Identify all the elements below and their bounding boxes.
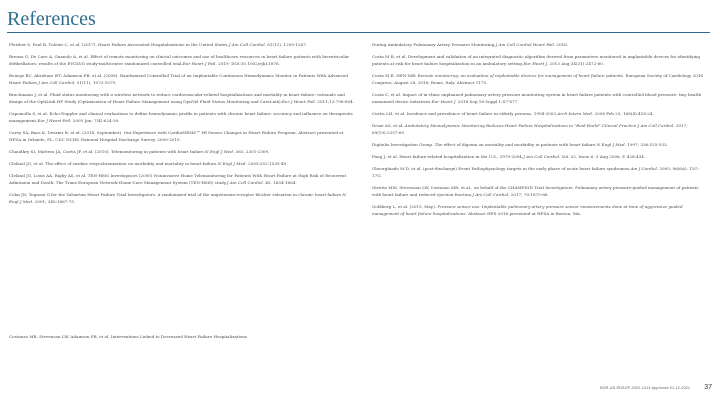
reference-authors: Goldberg L, et al. (2015, May). (372, 204, 437, 210)
reference-authors: Bourge RC, Abraham WT, Adamson PB, et al. (2008). Randomized Controlled Trial of an Implantable Continuous Hemodynamic Monitor in Patients With Advanced Heart Failure. (9, 73, 348, 85)
reference-citation: 2001; 345:1667-75. (33, 199, 76, 205)
reference-entry (9, 173, 354, 187)
reference-citation: 2013 Aug;34(31):2472-80. (548, 61, 605, 66)
reference-journal: J Am Coll Cardiol Heart Fail. (495, 42, 556, 47)
reference-entry (9, 54, 354, 68)
reference-journal: Eur Heart J. (431, 99, 457, 104)
reference-authors: Digitalis Investigation Group. The effect of digoxin on mortality and morbidity in patients with heart failure. (372, 142, 597, 148)
reference-entry (372, 92, 707, 106)
reference-citation: Abstract HFS-2016 presented at HFSA in Boston, MA. (466, 211, 582, 217)
reference-journal: J Am Coll Cardiol (228, 42, 265, 47)
reference-journal: J Am Coll Cardiol. (523, 154, 561, 160)
reference-citation: 2005;352:1539-49. (246, 161, 288, 167)
title-divider (7, 32, 710, 33)
reference-journal: J Am Coll Cardiol (38, 80, 75, 85)
reference-citation: 2008 Feb 25; 168(4):418-24. (593, 111, 654, 117)
reference-citation: 1997; 336:525-533. (625, 142, 668, 148)
reference-citation: 2011;13:796-804. (316, 99, 354, 104)
reference-authors: Fleisher S, Paul B, Tuleier C, et al. (2017). Heart Failure Associated Hospitalizations in the United States. (9, 42, 229, 47)
reference-citation: European Society of Cardiology 2016 Congress; August 28, 2016; Rome, Italy. Abstract 1175. (372, 73, 704, 85)
reference-citation: 2016. (555, 42, 569, 47)
reference-authors: Costa C, et al. Impact of in-clinic unplanned pulmonary artery pressure monitoring system in heart failure patients with controlled blood pressure: tiny health unmanned device initiatives. (372, 92, 702, 104)
reference-entry (372, 42, 707, 49)
reference-entry (372, 73, 707, 87)
reference-citation: 2005; 96(6A): 11G - 17G. (372, 166, 701, 179)
reference-journal: J Am Coll Cardiol. (637, 123, 675, 129)
footer-code: NOR-US-EDSOP-2020-1014 Approved 01-12-2021 (599, 386, 691, 390)
reference-citation: , 51(11), 1073-1079. (74, 80, 117, 85)
reference-entry (372, 54, 707, 68)
reference-citation: Vol. 52, Issue 6, 5 Aug 2008, P. 428-434. (560, 154, 646, 160)
reference-citation: 2019; DOI:10.1002/ejhf.1876. (216, 61, 280, 66)
reference-citation: 45, 1654-1664. (264, 180, 297, 186)
reference-authors: During Ambulatory Pulmonary Artery Pressure Monitoring. (372, 42, 496, 47)
reference-authors: Costa M R, et al. Development and validation of an integrated diagnostic algorithm derived from parameters monitored in implantable devices for identifying patients at risk for heart failure hospitalization in an ambulatory setting. (372, 54, 701, 66)
page-number: 37 (704, 384, 712, 391)
reference-journal: J Am Coll Cardiol. (472, 192, 510, 198)
reference-authors: Cohn JN, Tognoni G for the Valsartan Heart Failure Trial Investigators. A randomized trial of the angiotensin-receptor blocker valsartan in chronic heart failure. (9, 192, 343, 198)
reference-entry (372, 154, 707, 161)
reference-entry (9, 111, 354, 125)
reference-entry (372, 185, 707, 199)
reference-journal: N Engl J Med. (217, 161, 247, 167)
reference-entry (372, 166, 707, 180)
reference-citation: , 61(12), 1259-1267. (264, 42, 307, 47)
page-footer (600, 384, 712, 391)
reference-authors: Cleland JG, Louis AA, Rigby AS, et al. TEN-HMS Investigators (2005) Noninvasive Home Telemonitoring for Patients With Heart Failure at High Risk of Recurrent Admission and Death: The Trans-European Network-Home-Care Management System (TEN-HMS) study. (9, 173, 347, 186)
page-title: References (7, 8, 96, 30)
reference-authors: Desai AS, et al. (372, 123, 404, 129)
reference-authors: Costa M R. HEN-MB: (372, 73, 417, 79)
reference-entry (372, 123, 707, 137)
reference-entry (9, 130, 354, 144)
reference-journal: Am J Cardiol. (630, 166, 659, 172)
reference-entry (9, 42, 354, 49)
references-left-column (9, 42, 354, 211)
reference-authors: Chaudhry SI, Mattera JA, Curtis JP, et al. (2010). Telemonitoring in patients with heart failure. (9, 149, 205, 155)
reference-authors: Gheorghiade M D, et al. (post-discharge) Event Pathophysiology targets in the early phase of acute heart failure syndromes. (372, 166, 631, 172)
reference-title: Ambulatory Hemodynamic Monitoring Reduces Heart Failure Hospitalizations in "Real-World" Clinical Practice. (403, 123, 638, 129)
reference-journal: Eur J Heart Fail. (281, 99, 316, 104)
reference-entry (9, 161, 354, 168)
reference-entry (9, 92, 354, 106)
reference-journal: Arch Intern Med. (557, 111, 594, 117)
reference-entry (9, 149, 354, 156)
reference-journal: J Am Coll Cardiol. (226, 180, 265, 186)
reference-entry (9, 73, 354, 87)
reference-journal: Eur J Heart Fail. (37, 118, 72, 123)
reference-citation: 2017; 70:1875-86. (509, 192, 549, 198)
reference-entry (9, 334, 354, 341)
reference-authors: Carey SA, Bass K, Dearmr R, et al. (2018, September). Our Experience with CardioMEMS™ Hf Sensor Changes in Heart Failure Program. Abstract presented at HFSA in Orlando, FL. CDC NCHS National Hospital Discharge Survey, 2000-2010. (9, 130, 344, 142)
reference-citation: 2017; 69(19):2357-65. (372, 123, 688, 136)
reference-authors: Givertz MM, Stevenson LW, Costanzo MR, et al., on behalf of the CHAMPION Trial Investigators. Pulmonary artery pressure-guided management of patients with heart failure and reduced ejection fraction. (372, 185, 699, 198)
reference-citation: 2005 Jun; 7(4):624-30. (71, 118, 120, 123)
reference-entry (9, 192, 354, 206)
reference-entry (372, 204, 707, 218)
reference-entry (372, 142, 707, 149)
reference-authors: Curtis LH, et al. Incidence and prevalence of heart failure in elderly persons, 1994-2003. (372, 111, 558, 117)
reference-authors: Brachmann J, et al. Fluid status monitoring with a wireless network to reduce cardiovascular-related hospitalizations and mortality in heart failure: rationale and design of the OptiLink HF Study (Optimization of Heart Failure Management using OptiVol Fluid Status Monitoring and CareLink). (9, 92, 345, 104)
reference-text: Costanzo MR, Stevenson LW, Adamson PB, et al. Interventions Linked to Decreased Heart Failure Hospitalizations (9, 334, 247, 339)
reference-journal: N Engl J Med. (596, 142, 626, 148)
reference-journal: N Engl J Med. (9, 192, 346, 205)
reference-journal: Eur Heart J. (523, 61, 549, 66)
reference-authors: Fang J, et al. Heart failure-related hospitalization in the U.S., 1979-2004. (372, 154, 524, 160)
reference-title: Remote monitoring: an evaluation of implantable devices for management of heart failure patients. (416, 73, 625, 79)
reference-authors: Capomolla S, et al. Echo-Doppler and clinical evaluations to define hemodynamic profile in patients with chronic heart failure: accuracy and influence on therapeutic management. (9, 111, 353, 123)
references-right-column (372, 42, 707, 223)
reference-citation: 363, 2301-2309. (234, 149, 270, 155)
reference-authors: Brenza G, De Caro A, Guanolo A, et al. Effect of remote monitoring on clinical outcomes and use of healthcare resources in heart failure patients with biventricular defibrillators: results of the EVOLVO study-multicenter randomized controlled trial. (9, 54, 350, 66)
reference-journal: Eur Heart J Fail. (182, 61, 217, 66)
reference-citation: 2016 Sep;18 Suppl 1:S7-S77. (456, 99, 519, 104)
reference-title: Pressure sensor use: Implantable pulmonary artery pressure sensor measurements done at time of aggressive guided management of heart failure hospitalizations. (372, 204, 683, 217)
reference-journal: N Engl J Med. (204, 149, 235, 155)
reference-authors: Cleland JG, et al. The effect of cardiac resynchronization on morbidity and mortality in heart failure. (9, 161, 218, 167)
reference-entry (372, 111, 707, 118)
